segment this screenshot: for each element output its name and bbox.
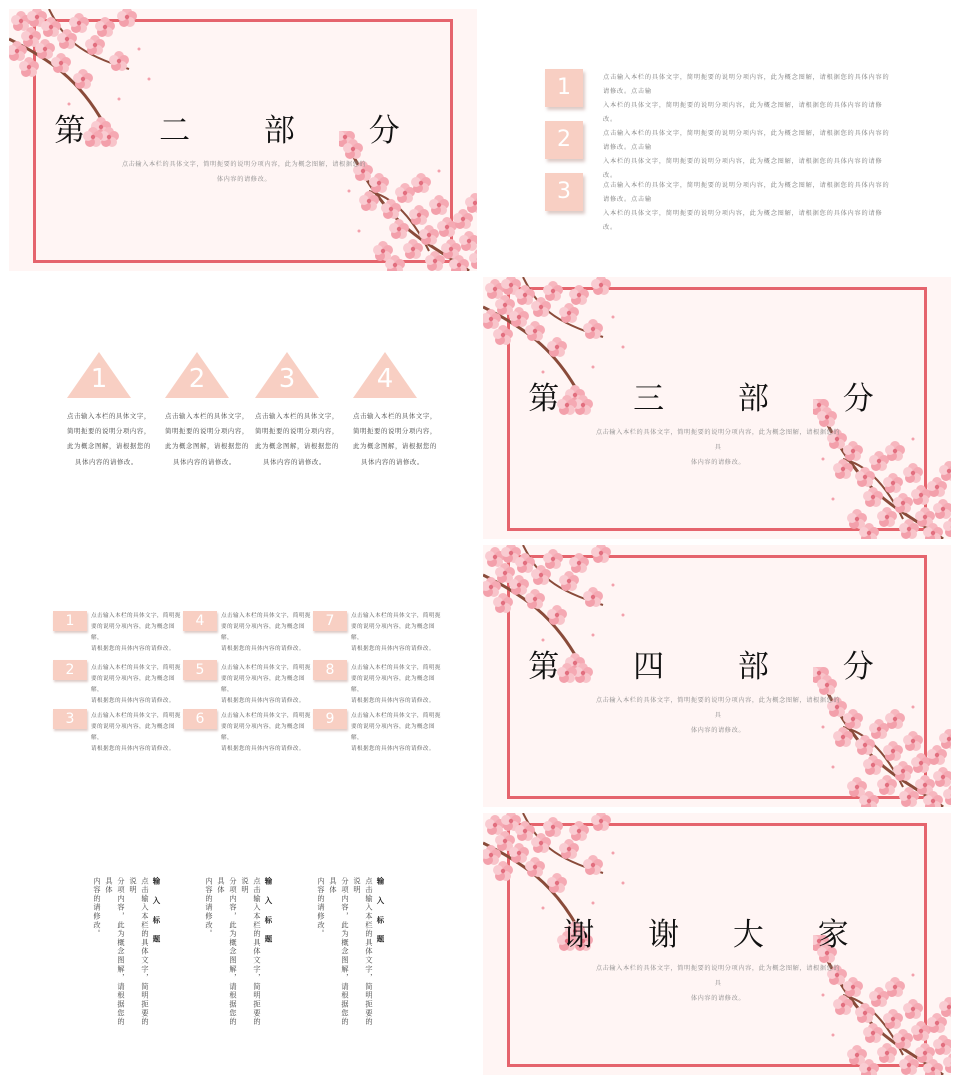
text-line: 此为概念图解，请根据您的 (353, 442, 437, 451)
text-line: 点击输入本栏的具体文字，简明扼 (351, 713, 441, 719)
text-line: 请根据您的具体内容的请修改。 (221, 698, 305, 704)
triangle-number: 4 (376, 364, 394, 394)
list-item-text (603, 127, 893, 183)
text-line: 点击输入本栏的具体文字，简明扼 (351, 665, 441, 671)
text-line: 内容的请修改。 (317, 877, 326, 939)
grid-item-text (91, 611, 183, 655)
column-text (315, 877, 375, 1027)
grid-item-text (351, 611, 443, 655)
text-line: 请根据您的具体内容的请修改。 (351, 698, 435, 704)
text-line: 内容的请修改。 (93, 877, 102, 939)
number-box: 7 (313, 611, 347, 631)
triangle-text (255, 409, 345, 470)
grid-item-text (91, 663, 183, 707)
triangle-number: 3 (278, 364, 296, 394)
text-line: 请根据您的具体内容的请修改。 (351, 646, 435, 652)
subtitle-line: 点击输入本栏的具体文字，简明扼要的说明分项内容，此为概念图解，请根据您的 (121, 161, 367, 168)
slide-thanks (483, 813, 951, 1075)
number-box: 9 (313, 709, 347, 729)
grid-item-text (221, 711, 313, 755)
text-line: 点击输入本栏的具体文字，简明扼 (91, 713, 181, 719)
section-subtitle (593, 693, 843, 738)
text-line: 请根据您的具体内容的请修改。 (221, 646, 305, 652)
slide-nine-grid (9, 545, 477, 807)
text-line: 点击输入本栏的具体文字，简明扼 (351, 613, 441, 619)
text-line: 点击输入本栏的具体文字，简明扼要的说明 (353, 877, 374, 1027)
text-line: 点击输入本栏的具体文字，简明扼 (91, 665, 181, 671)
subtitle-line: 点击输入本栏的具体文字，简明扼要的说明分项内容，此为概念图解，请根据您的具 (595, 697, 841, 719)
triangle-badge (67, 352, 131, 398)
cherry-blossom-bottom-right (339, 131, 477, 271)
text-line: 简明扼要的说明分项内容， (67, 427, 151, 436)
text-line: 简明扼要的说明分项内容， (255, 427, 339, 436)
text-line: 此为概念图解，请根据您的 (165, 442, 249, 451)
text-line: 入本栏的具体文字，简明扼要的说明分项内容，此为概念图解，请根据您的具体内容的请修改。 (603, 210, 883, 231)
list-item-text (603, 179, 893, 235)
number-box: 6 (183, 709, 217, 729)
text-line: 点击输入本栏的具体文字，简明扼要的说明分项内容，此为概念图解，请根据您的具体内容的请修改。点击输 (603, 130, 890, 151)
section-title: 第 三 部 分 (528, 381, 906, 417)
subtitle-line: 体内容的请修改。 (690, 459, 746, 466)
grid-item-text (221, 611, 313, 655)
triangle-text (165, 409, 255, 470)
column-heading: 输入标题 (264, 877, 273, 955)
number-box: 3 (53, 709, 87, 729)
text-line: 点击输入本栏的具体文字， (165, 412, 249, 420)
number-box: 2 (545, 121, 583, 159)
number-box: 4 (183, 611, 217, 631)
number-box: 5 (183, 660, 217, 680)
text-line: 分项内容，此为概念图解，请根据您的具体 (329, 877, 350, 1027)
subtitle-line: 点击输入本栏的具体文字，简明扼要的说明分项内容，此为概念图解，请根据您的具 (595, 429, 841, 451)
subtitle-line: 体内容的请修改。 (690, 727, 746, 734)
text-line: 此为概念图解，请根据您的 (255, 442, 339, 451)
text-line: 点击输入本栏的具体文字，简明扼要的说明分项内容，此为概念图解，请根据您的具体内容的请修改。点击输 (603, 74, 890, 95)
text-line: 简明扼要的说明分项内容， (165, 427, 249, 436)
number-box: 1 (53, 611, 87, 631)
text-line: 要的说明分项内容，此为概念图解， (351, 624, 435, 641)
slide-section-two (9, 9, 477, 271)
text-line: 点击输入本栏的具体文字，简明扼 (91, 613, 181, 619)
text-line: 简明扼要的说明分项内容， (353, 427, 437, 436)
slide-vertical-columns (9, 813, 477, 1075)
text-line: 请根据您的具体内容的请修改。 (221, 746, 305, 752)
text-line: 入本栏的具体文字，简明扼要的说明分项内容，此为概念图解，请根据您的具体内容的请修改。 (603, 158, 883, 179)
slide-four-triangles (9, 277, 477, 539)
list-item-text (603, 71, 893, 127)
number-box: 3 (545, 173, 583, 211)
text-line: 请根据您的具体内容的请修改。 (351, 746, 435, 752)
section-subtitle (119, 157, 369, 187)
number-box: 8 (313, 660, 347, 680)
text-line: 具体内容的请修改。 (263, 457, 326, 466)
subtitle-line: 体内容的请修改。 (216, 176, 272, 183)
triangle-number: 2 (188, 364, 206, 394)
text-line: 要的说明分项内容，此为概念图解， (351, 676, 435, 693)
triangle-text (67, 409, 157, 470)
subtitle-line: 点击输入本栏的具体文字，简明扼要的说明分项内容，此为概念图解，请根据您的具 (595, 965, 841, 987)
text-line: 点击输入本栏的具体文字，简明扼要的说明 (129, 877, 150, 1027)
text-line: 具体内容的请修改。 (361, 457, 424, 466)
text-line: 点击输入本栏的具体文字，简明扼要的说明 (241, 877, 262, 1027)
text-line: 具体内容的请修改。 (173, 457, 236, 466)
text-line: 此为概念图解，请根据您的 (67, 442, 151, 451)
triangle-badge (353, 352, 417, 398)
section-subtitle (593, 425, 843, 470)
column-heading: 输入标题 (152, 877, 161, 955)
text-line: 分项内容，此为概念图解，请根据您的具体 (217, 877, 238, 1027)
thanks-title: 谢 谢 大 家 (563, 917, 871, 953)
column-text (203, 877, 263, 1027)
text-line: 要的说明分项内容，此为概念图解， (221, 724, 305, 741)
column-heading: 输入标题 (376, 877, 385, 955)
slide-numbered-list (483, 9, 951, 271)
section-title: 第 二 部 分 (54, 113, 432, 149)
section-subtitle (593, 961, 843, 1006)
text-line: 点击输入本栏的具体文字， (255, 412, 339, 420)
text-line: 点击输入本栏的具体文字， (67, 412, 151, 420)
column-text (91, 877, 151, 1027)
text-line: 要的说明分项内容，此为概念图解， (221, 676, 305, 693)
triangle-badge (255, 352, 319, 398)
triangle-text (353, 409, 443, 470)
text-line: 要的说明分项内容，此为概念图解， (91, 676, 175, 693)
text-line: 点击输入本栏的具体文字，简明扼 (221, 613, 311, 619)
text-line: 请根据您的具体内容的请修改。 (91, 646, 175, 652)
text-line: 请根据您的具体内容的请修改。 (91, 698, 175, 704)
text-line: 点击输入本栏的具体文字，简明扼 (221, 665, 311, 671)
number-box: 1 (545, 69, 583, 107)
text-line: 点击输入本栏的具体文字，简明扼 (221, 713, 311, 719)
subtitle-line: 体内容的请修改。 (690, 995, 746, 1002)
text-line: 要的说明分项内容，此为概念图解， (91, 724, 175, 741)
number-box: 2 (53, 660, 87, 680)
text-line: 要的说明分项内容，此为概念图解， (91, 624, 175, 641)
text-line: 分项内容，此为概念图解，请根据您的具体 (105, 877, 126, 1027)
triangle-number: 1 (90, 364, 108, 394)
text-line: 入本栏的具体文字，简明扼要的说明分项内容，此为概念图解，请根据您的具体内容的请修改。 (603, 102, 883, 123)
triangle-badge (165, 352, 229, 398)
text-line: 点击输入本栏的具体文字，简明扼要的说明分项内容，此为概念图解，请根据您的具体内容的请修改。点击输 (603, 182, 890, 203)
grid-item-text (221, 663, 313, 707)
text-line: 要的说明分项内容，此为概念图解， (221, 624, 305, 641)
text-line: 具体内容的请修改。 (75, 457, 138, 466)
section-title: 第 四 部 分 (528, 649, 906, 685)
text-line: 要的说明分项内容，此为概念图解， (351, 724, 435, 741)
text-line: 点击输入本栏的具体文字， (353, 412, 437, 420)
grid-item-text (351, 663, 443, 707)
grid-item-text (91, 711, 183, 755)
text-line: 内容的请修改。 (205, 877, 214, 939)
slide-section-three (483, 277, 951, 539)
grid-item-text (351, 711, 443, 755)
slide-section-four (483, 545, 951, 807)
text-line: 请根据您的具体内容的请修改。 (91, 746, 175, 752)
